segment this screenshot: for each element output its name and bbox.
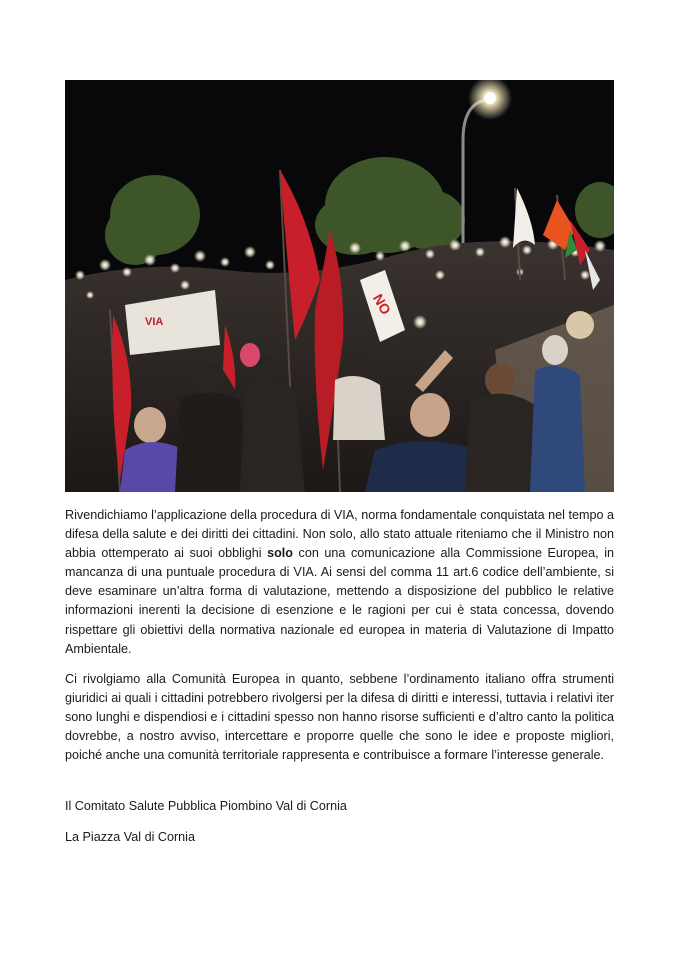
paragraph-1-bold: solo (267, 546, 293, 561)
banner-text: VIA (145, 316, 164, 328)
protest-photo-illustration (65, 80, 614, 492)
signature-committee: Il Comitato Salute Pubblica Piombino Val di Cornia (65, 799, 347, 813)
signature-piazza: La Piazza Val di Cornia (65, 830, 195, 844)
protest-photo (65, 80, 614, 492)
paragraph-1-start: Rivendichiamo l’applicazione della procedura di VIA, norma fondamentale conquistata nel tempo a difesa della salute e dei diritti dei cittadini. Non solo, allo stato attuale riteniamo che il Ministro non abbia ottemperato ai suoi obblighi (65, 508, 614, 561)
paragraph-2: Ci rivolgiamo alla Comunità Europea in quanto, sebbene l’ordinamento italiano offra strumenti giuridici ai quali i cittadini potrebbero rivolgersi per la difesa di diritti e interessi, tuttavia i relativi iter sono lunghi e dispendiosi e i cittadini spesso non hanno risorse sufficienti e d’altro canto la politica dovrebbe, a nostro avviso, intercettare e proporre quelle che sono le idee e proposte migliori, poiché anche una comunità territoriale rappresenta e contribuisce a formare l’interesse generale. (65, 671, 614, 763)
body-text (65, 506, 614, 776)
paragraph-1-end: con una comunicazione alla Commissione Europea, in mancanza di una puntuale procedura di VIA. Ai sensi del comma 11 art.6 codice dell’ambiente, si deve esaminare un’altra forma di valutazione, mettendo a disposizione del pubblico le relative informazioni inerenti la decisione di esenzione e le ragioni per cui è stata concessa, dovendo rispettare gli obiettivi della normativa nazionale ed europea in materia di Valutazione di Impatto Ambientale. (65, 546, 614, 656)
banner-text-no: NO (369, 291, 395, 318)
paragraph-1 (65, 506, 614, 659)
